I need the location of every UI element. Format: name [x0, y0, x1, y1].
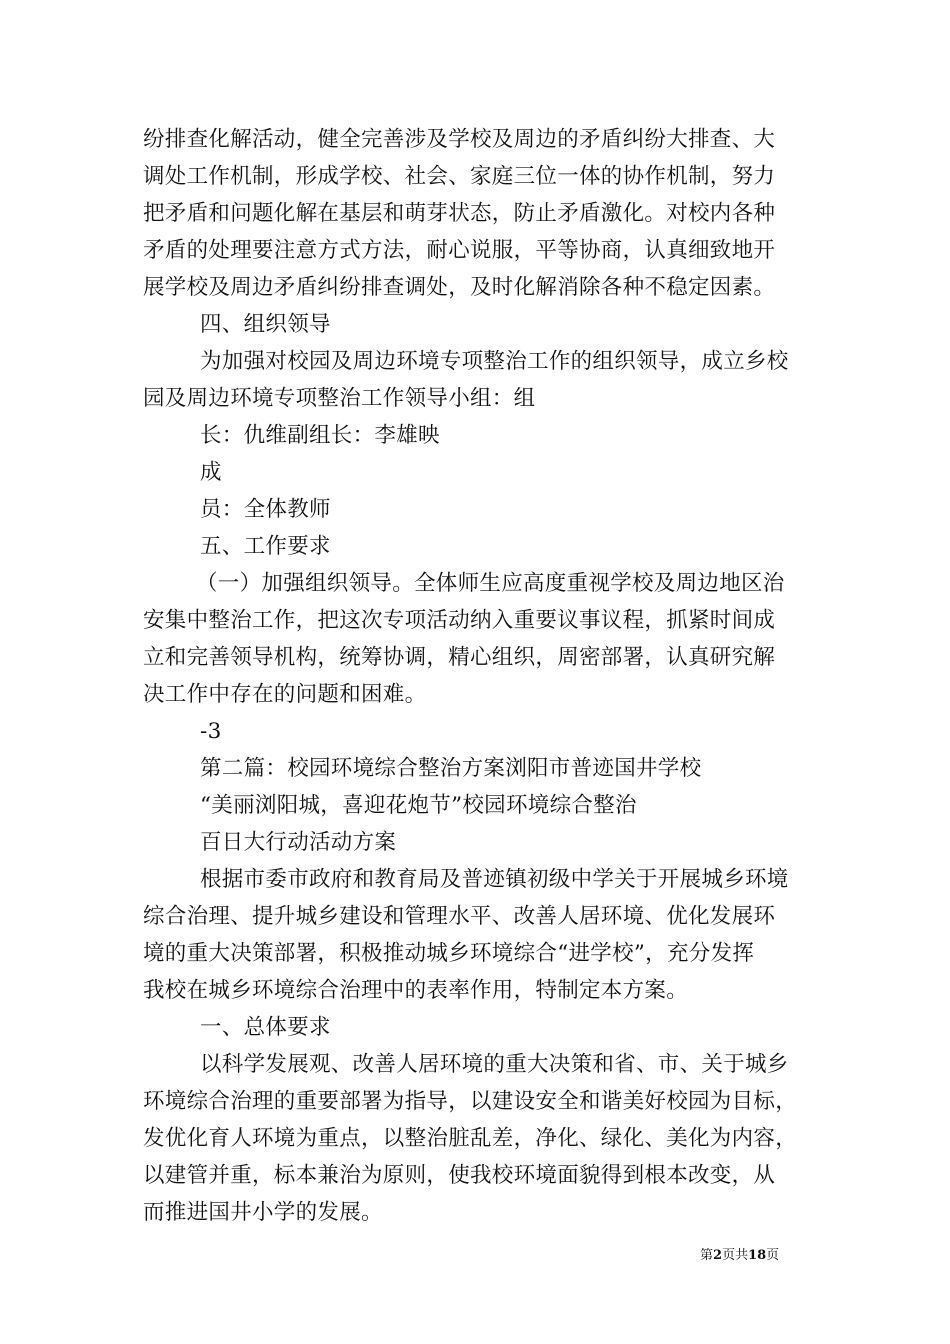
chapter-title: 第二篇：校园环境综合整治方案浏阳市普迹国井学校 — [200, 756, 702, 781]
footer-prefix: 第 — [700, 1248, 714, 1263]
text-line: 把矛盾和问题化解在基层和萌芽状态，防止矛盾激化。对校内各种 — [143, 201, 776, 226]
text-line: （一）加强组织领导。全体师生应高度重视学校及周边地区治 — [196, 571, 785, 596]
text-line: 成 — [200, 460, 222, 485]
footer-total-pages: 18 — [748, 1248, 767, 1263]
chapter-subtitle: “美丽浏阳城，喜迎花炮节”校园环境综合整治 — [200, 793, 637, 818]
text-line: 员：全体教师 — [200, 497, 331, 522]
text-line: 安集中整治工作，把这次专项活动纳入重要议事议程，抓紧时间成 — [143, 608, 776, 633]
text-line: 为加强对校园及周边环境专项整治工作的组织领导，成立乡校 — [200, 349, 789, 374]
page-marker: -3 — [200, 719, 222, 744]
text-line: 环境综合治理的重要部署为指导，以建设安全和谐美好校园为目标， — [143, 1089, 798, 1114]
text-line: 矛盾的处理要注意方式方法，耐心说服，平等协商，认真细致地开 — [143, 238, 776, 263]
text-line: 根据市委市政府和教育局及普迹镇初级中学关于开展城乡环境 — [200, 867, 789, 892]
text-line: 长：仇维副组长：李雄映 — [200, 423, 440, 448]
section-heading: 五、工作要求 — [200, 534, 331, 559]
text-line: 纷排查化解活动，健全完善涉及学校及周边的矛盾纠纷大排查、大 — [143, 127, 776, 152]
page-footer — [700, 1247, 810, 1265]
text-line: 展学校及周边矛盾纠纷排查调处，及时化解消除各种不稳定因素。 — [143, 275, 776, 300]
text-line: 发优化育人环境为重点，以整治脏乱差，净化、绿化、美化为内容， — [143, 1126, 798, 1151]
text-line: 以科学发展观、改善人居环境的重大决策和省、市、关于城乡 — [200, 1052, 789, 1077]
footer-page-number: 2 — [713, 1248, 723, 1263]
text-line: 而推进国井小学的发展。 — [143, 1200, 383, 1225]
text-line: 综合治理、提升城乡建设和管理水平、改善人居环境、优化发展环 — [143, 904, 776, 929]
text-line: 以建管并重，标本兼治为原则，使我校环境面貌得到根本改变，从 — [143, 1163, 776, 1188]
chapter-subtitle: 百日大行动活动方案 — [200, 830, 397, 855]
text-line: 我校在城乡环境综合治理中的表率作用，特制定本方案。 — [143, 978, 689, 1003]
section-heading: 四、组织领导 — [200, 312, 331, 337]
text-line: 立和完善领导机构，统筹协调，精心组织，周密部署，认真研究解 — [143, 645, 776, 670]
text-line: 境的重大决策部署，积极推动城乡环境综合“进学校”，充分发挥 — [143, 941, 755, 966]
text-line: 园及周边环境专项整治工作领导小组：组 — [143, 386, 536, 411]
text-line: 决工作中存在的问题和困难。 — [143, 682, 427, 707]
section-heading: 一、总体要求 — [200, 1015, 331, 1040]
footer-suffix: 页 — [766, 1248, 780, 1263]
footer-middle: 页共 — [722, 1248, 749, 1263]
text-line: 调处工作机制，形成学校、社会、家庭三位一体的协作机制，努力 — [143, 164, 776, 189]
